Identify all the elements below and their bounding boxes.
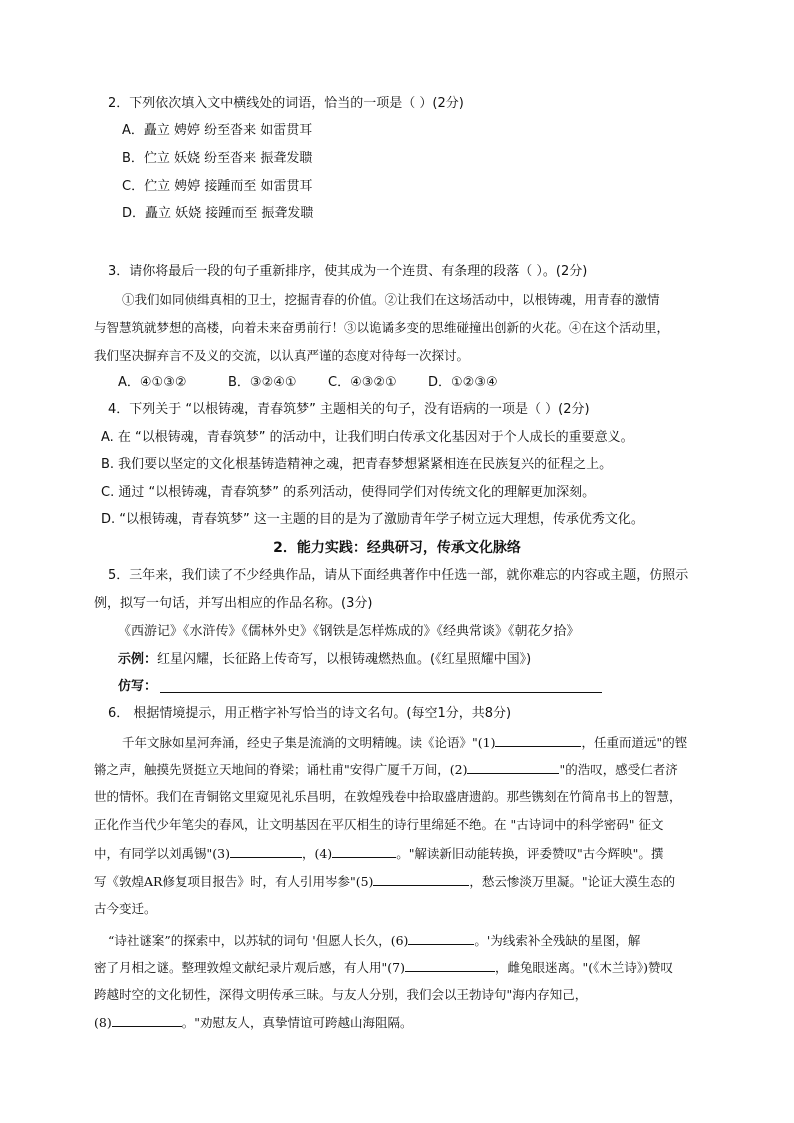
q6-p1-line-5: 中，有同学以刘禹锡"(3) ，(4) 。"解读新旧动能转换，评委赞叹"古今辉映"。撰 — [94, 843, 663, 864]
q6-p1-line-4: 正化作当代少年笔尖的春风，让文明基因在平仄相生的诗行里绵延不绝。在 "古诗词中的科学密码" 征文 — [94, 817, 664, 832]
answer-blank-2[interactable] — [467, 759, 559, 774]
q6-p2-line-3: 跨越时空的文化韧性，深得文明传承三昧。与友人分别，我们会以王勃诗句"海内存知己， — [94, 987, 588, 1002]
q4-option-a: A. 在 “以根铸魂，青春筑梦” 的活动中，让我们明白传承文化基因对于个人成长的重要意义。 — [101, 430, 634, 445]
q3-option-a: A．④①③② — [118, 375, 187, 390]
answer-blank-1[interactable] — [495, 732, 581, 747]
q5-stem-line-1: 5．三年来，我们读了不少经典作品，请从下面经典著作中任选一部，就你难忘的内容或主题，仿照示 — [108, 568, 689, 583]
answer-blank-8[interactable] — [112, 1012, 182, 1027]
q3-option-d: D．①②③④ — [428, 375, 498, 390]
q4-option-d: D. “以根铸魂，青春筑梦” 这一主题的目的是为了激励青年学子树立远大理想，传承优秀文化。 — [101, 512, 644, 527]
answer-blank-7[interactable] — [405, 957, 495, 972]
q5-imitate-label: 仿写： — [118, 679, 158, 694]
q2-option-c: C．伫立 娉婷 接踵而至 如雷贯耳 — [122, 179, 313, 194]
q3-option-c: C．④③②① — [328, 375, 397, 390]
q6-stem: 6． 根据情境提示，用正楷字补写恰当的诗文名句。(每空1分，共8分) — [108, 706, 512, 721]
q6-p1-line-3: 世的情怀。我们在青铜铭文里窥见礼乐昌明，在敦煌残卷中拾取盛唐遗韵。那些镌刻在竹简帛书上的智慧， — [94, 789, 682, 804]
q4-option-b: B. 我们要以坚定的文化根基铸造精神之魂，把青春梦想紧紧相连在民族复兴的征程之上。 — [101, 457, 613, 472]
q5-stem-line-2: 例，拟写一句话，并写出相应的作品名称。(3分) — [94, 596, 373, 611]
q5-book-list: 《西游记》《水浒传》《儒林外史》《钢铁是怎样炼成的》《经典常谈》《朝花夕拾》 — [118, 624, 580, 639]
q6-p1-line-6: 写《敦煌AR修复项目报告》时，有人引用岑参"(5) ，愁云惨淡万里凝。"论证大漠生态的 — [94, 871, 675, 892]
q3-para-line-1: ①我们如同侦缉真相的卫士，挖掘青春的价值。②让我们在这场活动中，以根铸魂，用青春的激情 — [122, 292, 660, 307]
q6-p2-line-2: 密了月相之谜。整理敦煌文献纪录片观后感，有人用"(7) ，雌兔眼迷离。"(《木兰诗》)赞叹 — [94, 957, 673, 978]
q6-p2-line-4: (8) 。"劝慰友人，真挚情谊可跨越山海阻隔。 — [94, 1012, 412, 1033]
q5-example-text: 红星闪耀，长征路上传奇写，以根铸魂燃热血。(《红星照耀中国》) — [157, 652, 532, 667]
answer-blank-3[interactable] — [230, 843, 302, 858]
q2-option-a: A．矗立 娉婷 纷至沓来 如雷贯耳 — [122, 123, 313, 138]
q5-example-label: 示例： — [118, 652, 158, 667]
q3-stem: 3．请你将最后一段的句子重新排序，使其成为一个连贯、有条理的段落（ ）。(2分) — [108, 264, 588, 279]
q6-p2-line-1: “诗社谜案”的探索中，以苏轼的词句 '但愿人长久，(6) 。'为线索补全残缺的星图，解 — [108, 930, 640, 951]
q3-para-line-3: 我们坚决摒弃言不及义的交流，以认真严谨的态度对待每一次探讨。 — [94, 348, 470, 363]
q4-stem: 4．下列关于 “以根铸魂，青春筑梦” 主题相关的句子，没有语病的一项是（ ）(2分) — [108, 402, 590, 417]
q6-p1-line-7: 古今变迁。 — [94, 901, 157, 916]
q2-option-d: D．矗立 妖娆 接踵而至 振聋发聩 — [122, 206, 314, 221]
q3-para-line-2: 与智慧筑就梦想的高楼，向着未来奋勇前行！③以诡谲多变的思维碰撞出创新的火花。④在这个活动里， — [94, 320, 670, 335]
q6-p1-line-2: 锵之声，触摸先贤挺立天地间的脊梁；诵杜甫"安得广厦千万间，(2) "的浩叹，感受仁者济 — [94, 759, 678, 780]
q4-option-c: C. 通过 “以根铸魂，青春筑梦” 的系列活动，使得同学们对传统文化的理解更加深刻。 — [101, 485, 596, 500]
q2-stem: 2．下列依次填入文中横线处的词语，恰当的一项是（ ）(2分) — [108, 96, 464, 111]
q6-p1-line-1: 千年文脉如星河奔涌，经史子集是流淌的文明精魄。读《论语》"(1) ，任重而道远"的铿 — [122, 732, 687, 753]
q5-answer-line[interactable] — [160, 692, 602, 693]
q2-option-b: B．伫立 妖娆 纷至沓来 振聋发聩 — [122, 151, 313, 166]
answer-blank-6[interactable] — [408, 930, 474, 945]
q5-example — [118, 650, 531, 670]
q3-option-b: B．③②④① — [228, 375, 297, 390]
section-heading: 2．能力实践：经典研习，传承文化脉络 — [273, 540, 521, 556]
answer-blank-4[interactable] — [332, 843, 396, 858]
q5-imitate-row — [118, 677, 157, 697]
answer-blank-5[interactable] — [373, 871, 469, 886]
